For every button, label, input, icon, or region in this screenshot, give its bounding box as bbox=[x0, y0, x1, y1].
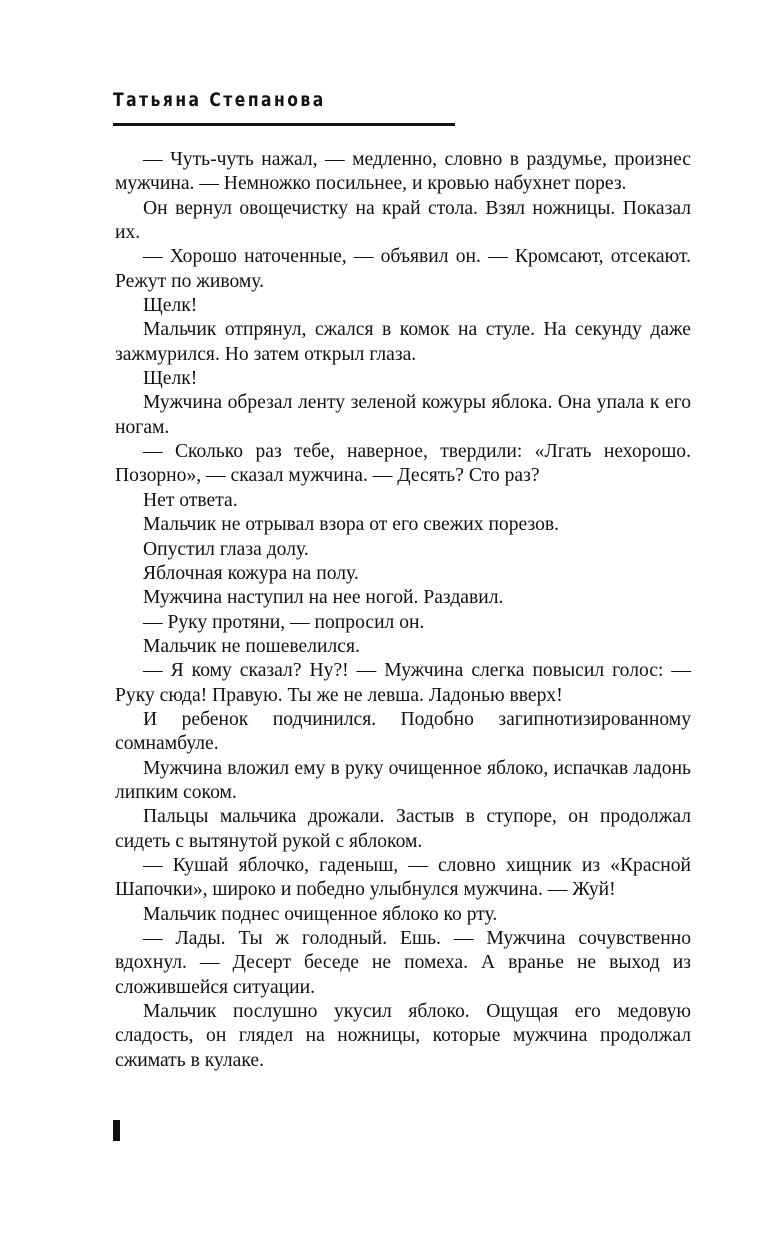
running-head-rule bbox=[113, 123, 455, 126]
paragraph: Щелк! bbox=[143, 295, 198, 317]
paragraph: — Руку протяни, — попросил он. bbox=[143, 611, 425, 633]
paragraph: Щелк! bbox=[143, 368, 198, 390]
paragraph: — Лады. Ты ж голодный. Ешь. — Мужчина сочувственно вдохнул. — Десерт беседе не помеха. А вранье не выход из сложившейся ситуации. bbox=[115, 928, 691, 998]
running-head: Татьяна Степанова bbox=[113, 89, 326, 111]
paragraph: Мальчик отпрянул, сжался в комок на стуле. На секунду даже зажмурился. Но затем открыл глаза. bbox=[115, 319, 691, 365]
paragraph: Пальцы мальчика дрожали. Застыв в ступоре, он продолжал сидеть с вытянутой рукой с яблоком. bbox=[115, 806, 691, 852]
paragraph: Он вернул овощечистку на край стола. Взял ножницы. Показал их. bbox=[115, 197, 691, 244]
paragraph: Мальчик поднес очищенное яблоко ко рту. bbox=[143, 903, 498, 925]
paragraph: И ребенок подчинился. Подобно загипнотизированному сомнамбуле. bbox=[115, 708, 691, 755]
paragraph: — Хорошо наточенные, — объявил он. — Кромсают, отсекают. Режут по живому. bbox=[115, 246, 691, 292]
paragraph: Мужчина наступил на нее ногой. Раздавил. bbox=[143, 587, 504, 609]
paragraph: — Сколько раз тебе, наверное, твердили: «Лгать нехорошо. Позорно», — сказал мужчина. — Десять? Сто раз? bbox=[115, 441, 691, 487]
paragraph: — Чуть-чуть нажал, — медленно, словно в раздумье, произнес мужчина. — Немножко посильнее, и кровью набухнет порез. bbox=[115, 149, 691, 195]
paragraph: — Я кому сказал? Ну?! — Мужчина слегка повысил голос: — Руку сюда! Правую. Ты же не левша. Ладонью вверх! bbox=[115, 660, 691, 706]
paragraph: Мужчина вложил ему в руку очищенное яблоко, испачкав ладонь липким соком. bbox=[115, 757, 691, 803]
paragraph: — Кушай яблочко, гаденыш, — словно хищник из «Красной Шапочки», широко и победно улыбнулся мужчина. — Жуй! bbox=[115, 854, 691, 901]
paragraph: Мальчик не отрывал взора от его свежих порезов. bbox=[143, 514, 560, 536]
paragraph: Мальчик не пошевелился. bbox=[143, 635, 360, 657]
paragraph: Яблочная кожура на полу. bbox=[143, 562, 359, 584]
paragraph: Мужчина обрезал ленту зеленой кожуры яблока. Она упала к его ногам. bbox=[115, 392, 691, 438]
paragraph: Опустил глаза долу. bbox=[143, 538, 309, 560]
paragraph: Нет ответа. bbox=[143, 489, 238, 511]
paragraph: Мальчик послушно укусил яблоко. Ощущая его медовую сладость, он глядел на ножницы, которые мужчина продолжал сжимать в кулаке. bbox=[115, 1001, 691, 1071]
page-edge-marker bbox=[113, 1120, 120, 1141]
body-text bbox=[115, 148, 691, 1073]
